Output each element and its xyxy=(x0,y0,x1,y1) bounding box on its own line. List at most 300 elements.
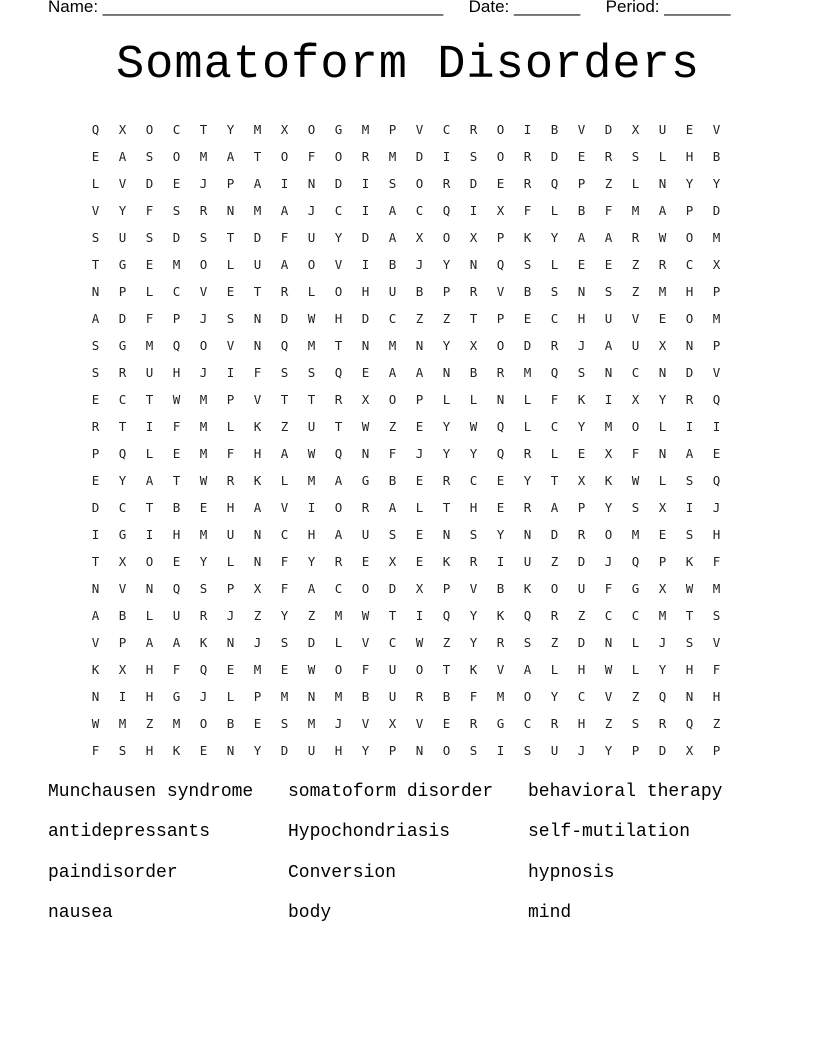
grid-letter: R xyxy=(226,473,235,488)
grid-letter: Z xyxy=(604,176,613,191)
grid-letter: P xyxy=(172,311,181,326)
grid-letter: Z xyxy=(550,554,559,569)
grid-letter: H xyxy=(172,365,181,380)
grid-letter: A xyxy=(280,257,289,272)
grid-letter: M xyxy=(712,230,721,245)
grid-letter: N xyxy=(361,446,370,461)
grid-letter: H xyxy=(334,743,343,758)
grid-letter: M xyxy=(199,392,208,407)
grid-letter: H xyxy=(172,527,181,542)
grid-letter: M xyxy=(307,716,316,731)
grid-letter: S xyxy=(118,743,127,758)
grid-letter: T xyxy=(442,500,451,515)
period-label: Period: _______ xyxy=(605,0,731,16)
grid-letter: F xyxy=(280,554,289,569)
grid-letter: R xyxy=(469,122,478,137)
grid-letter: S xyxy=(631,149,640,164)
grid-letter: P xyxy=(118,284,127,299)
grid-letter: M xyxy=(199,527,208,542)
grid-letter: E xyxy=(415,419,424,434)
grid-letter: W xyxy=(415,635,424,650)
grid-letter: V xyxy=(361,635,370,650)
grid-letter: T xyxy=(334,419,343,434)
grid-letter: J xyxy=(604,554,613,569)
grid-letter: B xyxy=(118,608,127,623)
grid-letter: R xyxy=(469,554,478,569)
grid-letter: Y xyxy=(469,635,478,650)
grid-letter: Z xyxy=(631,689,640,704)
grid-letter: I xyxy=(307,500,316,515)
grid-letter: N xyxy=(604,635,613,650)
grid-letter: X xyxy=(388,716,397,731)
grid-letter: N xyxy=(253,527,262,542)
word-list-item: self-mutilation xyxy=(528,822,691,843)
grid-letter: R xyxy=(523,500,532,515)
grid-letter: T xyxy=(307,392,316,407)
grid-letter: G xyxy=(172,689,181,704)
grid-letter: S xyxy=(388,176,397,191)
grid-letter: B xyxy=(172,500,181,515)
grid-letter: A xyxy=(604,338,613,353)
grid-letter: D xyxy=(361,311,370,326)
grid-letter: P xyxy=(712,338,721,353)
grid-letter: M xyxy=(712,581,721,596)
grid-letter: Q xyxy=(550,176,559,191)
grid-letter: J xyxy=(226,608,235,623)
grid-letter: X xyxy=(658,581,667,596)
grid-letter: U xyxy=(388,662,397,677)
grid-letter: T xyxy=(685,608,694,623)
grid-letter: H xyxy=(361,284,370,299)
grid-letter: Z xyxy=(442,311,451,326)
grid-letter: H xyxy=(469,500,478,515)
grid-letter: R xyxy=(496,365,505,380)
grid-letter: Y xyxy=(442,446,451,461)
grid-letter: V xyxy=(253,392,262,407)
grid-letter: P xyxy=(226,176,235,191)
grid-letter: F xyxy=(550,392,559,407)
grid-letter: D xyxy=(280,743,289,758)
grid-letter: C xyxy=(172,122,181,137)
grid-letter: Y xyxy=(685,176,694,191)
grid-letter: Q xyxy=(712,473,721,488)
grid-letter: B xyxy=(361,689,370,704)
grid-letter: P xyxy=(631,743,640,758)
grid-letter: Y xyxy=(280,608,289,623)
grid-letter: P xyxy=(442,284,451,299)
grid-letter: S xyxy=(172,203,181,218)
grid-letter: Q xyxy=(334,446,343,461)
grid-letter: S xyxy=(280,716,289,731)
grid-letter: F xyxy=(631,446,640,461)
grid-letter: T xyxy=(172,473,181,488)
grid-letter: Q xyxy=(442,608,451,623)
grid-letter: W xyxy=(361,419,370,434)
grid-letter: K xyxy=(577,392,586,407)
grid-letter: L xyxy=(145,446,154,461)
grid-letter: L xyxy=(550,203,559,218)
grid-letter: Q xyxy=(523,608,532,623)
grid-letter: A xyxy=(307,581,316,596)
grid-letter: N xyxy=(685,338,694,353)
grid-letter: E xyxy=(658,527,667,542)
grid-letter: N xyxy=(469,257,478,272)
grid-letter: B xyxy=(523,284,532,299)
grid-letter: A xyxy=(280,203,289,218)
grid-letter: N xyxy=(415,743,424,758)
word-list xyxy=(48,780,788,941)
grid-letter: V xyxy=(91,203,100,218)
grid-letter: O xyxy=(334,284,343,299)
grid-letter: X xyxy=(685,743,694,758)
grid-letter: L xyxy=(442,392,451,407)
grid-letter: T xyxy=(253,284,262,299)
grid-letter: H xyxy=(685,149,694,164)
grid-letter: E xyxy=(712,446,721,461)
grid-letter: Y xyxy=(550,689,559,704)
grid-letter: X xyxy=(658,338,667,353)
grid-letter: X xyxy=(415,230,424,245)
grid-letter: N xyxy=(91,581,100,596)
grid-letter: R xyxy=(334,392,343,407)
date-label: Date: _______ xyxy=(468,0,581,16)
grid-letter: J xyxy=(334,716,343,731)
grid-letter: E xyxy=(172,176,181,191)
grid-letter: F xyxy=(280,230,289,245)
grid-letter: B xyxy=(550,122,559,137)
word-list-item: antidepressants xyxy=(48,822,211,843)
grid-letter: P xyxy=(577,500,586,515)
grid-letter: Q xyxy=(172,338,181,353)
grid-letter: C xyxy=(577,689,586,704)
grid-letter: C xyxy=(631,365,640,380)
grid-letter: F xyxy=(604,581,613,596)
grid-letter: Y xyxy=(253,743,262,758)
grid-letter: C xyxy=(118,392,127,407)
grid-letter: R xyxy=(199,608,208,623)
grid-letter: O xyxy=(199,257,208,272)
grid-letter: O xyxy=(307,257,316,272)
grid-letter: V xyxy=(604,689,613,704)
grid-letter: D xyxy=(361,230,370,245)
grid-letter: U xyxy=(118,230,127,245)
grid-letter: S xyxy=(523,635,532,650)
grid-letter: F xyxy=(145,203,154,218)
grid-letter: L xyxy=(550,257,559,272)
word-list-item: somatoform disorder xyxy=(288,782,494,802)
grid-letter: I xyxy=(361,257,370,272)
grid-letter: U xyxy=(307,743,316,758)
grid-letter: H xyxy=(334,311,343,326)
grid-letter: R xyxy=(550,608,559,623)
grid-letter: M xyxy=(280,689,289,704)
grid-letter: T xyxy=(145,392,154,407)
grid-letter: S xyxy=(631,500,640,515)
grid-letter: C xyxy=(469,473,478,488)
grid-letter: S xyxy=(226,311,235,326)
grid-letter: Y xyxy=(469,446,478,461)
grid-letter: O xyxy=(307,122,316,137)
grid-letter: S xyxy=(577,365,586,380)
grid-letter: N xyxy=(523,527,532,542)
grid-row xyxy=(82,494,730,521)
grid-letter: D xyxy=(415,149,424,164)
grid-letter: I xyxy=(91,527,100,542)
grid-letter: X xyxy=(712,257,721,272)
grid-row xyxy=(82,413,730,440)
grid-letter: Z xyxy=(631,257,640,272)
grid-letter: P xyxy=(658,554,667,569)
grid-row xyxy=(82,359,730,386)
grid-letter: D xyxy=(685,365,694,380)
grid-letter: M xyxy=(253,203,262,218)
grid-letter: K xyxy=(685,554,694,569)
grid-letter: C xyxy=(550,419,559,434)
grid-letter: M xyxy=(658,608,667,623)
grid-letter: V xyxy=(118,581,127,596)
grid-letter: O xyxy=(334,149,343,164)
grid-letter: Y xyxy=(523,473,532,488)
grid-letter: O xyxy=(334,500,343,515)
grid-letter: R xyxy=(685,392,694,407)
grid-letter: Y xyxy=(658,392,667,407)
grid-letter: A xyxy=(334,527,343,542)
grid-letter: R xyxy=(334,554,343,569)
grid-letter: W xyxy=(469,419,478,434)
grid-letter: D xyxy=(604,122,613,137)
grid-letter: R xyxy=(523,149,532,164)
grid-row xyxy=(82,656,730,683)
grid-letter: M xyxy=(523,365,532,380)
grid-letter: H xyxy=(307,527,316,542)
grid-letter: E xyxy=(604,257,613,272)
grid-letter: I xyxy=(712,419,721,434)
grid-letter: W xyxy=(685,581,694,596)
grid-letter: N xyxy=(253,554,262,569)
grid-letter: Z xyxy=(253,608,262,623)
grid-letter: P xyxy=(91,446,100,461)
grid-letter: T xyxy=(388,608,397,623)
grid-letter: L xyxy=(226,554,235,569)
grid-letter: W xyxy=(199,473,208,488)
grid-letter: V xyxy=(496,662,505,677)
grid-letter: T xyxy=(226,230,235,245)
grid-letter: E xyxy=(496,176,505,191)
grid-letter: I xyxy=(145,419,154,434)
grid-letter: A xyxy=(172,635,181,650)
grid-letter: R xyxy=(361,149,370,164)
grid-letter: A xyxy=(145,635,154,650)
grid-letter: C xyxy=(334,581,343,596)
grid-letter: O xyxy=(442,230,451,245)
grid-letter: Y xyxy=(577,419,586,434)
grid-letter: S xyxy=(280,635,289,650)
grid-letter: R xyxy=(442,176,451,191)
grid-letter: N xyxy=(415,338,424,353)
grid-letter: W xyxy=(631,473,640,488)
grid-letter: W xyxy=(307,446,316,461)
grid-letter: D xyxy=(388,581,397,596)
grid-letter: D xyxy=(577,554,586,569)
grid-letter: O xyxy=(145,122,154,137)
grid-letter: H xyxy=(577,662,586,677)
word-list-item: nausea xyxy=(48,902,113,923)
grid-letter: D xyxy=(577,635,586,650)
grid-letter: M xyxy=(307,338,316,353)
grid-letter: J xyxy=(307,203,316,218)
grid-letter: I xyxy=(361,176,370,191)
grid-letter: A xyxy=(523,662,532,677)
grid-letter: P xyxy=(496,311,505,326)
grid-letter: R xyxy=(577,527,586,542)
grid-letter: S xyxy=(685,635,694,650)
grid-letter: W xyxy=(604,662,613,677)
grid-letter: E xyxy=(253,716,262,731)
grid-letter: T xyxy=(442,662,451,677)
grid-letter: V xyxy=(226,338,235,353)
grid-letter: D xyxy=(523,338,532,353)
grid-letter: Y xyxy=(226,122,235,137)
grid-letter: C xyxy=(442,122,451,137)
grid-letter: Z xyxy=(577,608,586,623)
grid-letter: I xyxy=(469,203,478,218)
grid-letter: Y xyxy=(118,203,127,218)
grid-letter: V xyxy=(415,716,424,731)
grid-letter: R xyxy=(442,473,451,488)
grid-row xyxy=(82,683,730,710)
grid-letter: T xyxy=(550,473,559,488)
grid-letter: Z xyxy=(712,716,721,731)
grid-letter: M xyxy=(118,716,127,731)
word-list-item: Munchausen syndrome xyxy=(48,782,254,802)
grid-letter: M xyxy=(388,149,397,164)
grid-letter: G xyxy=(496,716,505,731)
grid-letter: R xyxy=(280,284,289,299)
grid-letter: E xyxy=(415,473,424,488)
grid-letter: C xyxy=(334,203,343,218)
grid-letter: C xyxy=(118,500,127,515)
grid-letter: U xyxy=(361,527,370,542)
grid-letter: H xyxy=(226,500,235,515)
grid-letter: A xyxy=(604,230,613,245)
grid-letter: D xyxy=(307,635,316,650)
grid-letter: K xyxy=(253,473,262,488)
grid-letter: A xyxy=(145,473,154,488)
grid-letter: R xyxy=(496,635,505,650)
grid-letter: Q xyxy=(550,365,559,380)
grid-letter: N xyxy=(91,689,100,704)
grid-row xyxy=(82,710,730,737)
grid-letter: F xyxy=(523,203,532,218)
grid-letter: H xyxy=(145,662,154,677)
grid-letter: F xyxy=(145,311,154,326)
word-list-item: behavioral therapy xyxy=(528,782,723,802)
grid-letter: L xyxy=(658,149,667,164)
grid-letter: Y xyxy=(496,527,505,542)
grid-letter: X xyxy=(361,392,370,407)
grid-letter: P xyxy=(712,284,721,299)
grid-letter: O xyxy=(496,122,505,137)
grid-letter: T xyxy=(145,500,154,515)
grid-letter: C xyxy=(523,716,532,731)
grid-letter: X xyxy=(118,554,127,569)
grid-letter: E xyxy=(496,500,505,515)
grid-letter: D xyxy=(172,230,181,245)
grid-letter: L xyxy=(631,662,640,677)
grid-letter: A xyxy=(91,311,100,326)
grid-letter: N xyxy=(361,338,370,353)
grid-letter: X xyxy=(253,581,262,596)
grid-letter: V xyxy=(199,284,208,299)
grid-letter: F xyxy=(280,581,289,596)
grid-letter: V xyxy=(469,581,478,596)
grid-letter: V xyxy=(577,122,586,137)
grid-letter: P xyxy=(415,392,424,407)
grid-letter: N xyxy=(307,176,316,191)
grid-letter: D xyxy=(280,311,289,326)
grid-letter: S xyxy=(91,230,100,245)
grid-letter: Y xyxy=(442,257,451,272)
grid-row xyxy=(82,170,730,197)
grid-letter: G xyxy=(118,257,127,272)
grid-letter: U xyxy=(658,122,667,137)
grid-letter: M xyxy=(334,689,343,704)
grid-letter: E xyxy=(172,446,181,461)
grid-letter: K xyxy=(523,230,532,245)
grid-letter: O xyxy=(631,419,640,434)
grid-letter: I xyxy=(361,203,370,218)
grid-letter: N xyxy=(226,203,235,218)
grid-letter: E xyxy=(415,527,424,542)
grid-letter: S xyxy=(280,365,289,380)
grid-letter: L xyxy=(658,473,667,488)
grid-letter: P xyxy=(577,176,586,191)
grid-letter: F xyxy=(226,446,235,461)
grid-letter: Y xyxy=(712,176,721,191)
word-list-item: Hypochondriasis xyxy=(288,822,451,843)
grid-letter: G xyxy=(118,527,127,542)
grid-letter: O xyxy=(442,743,451,758)
grid-letter: O xyxy=(685,311,694,326)
grid-letter: J xyxy=(253,635,262,650)
grid-letter: K xyxy=(604,473,613,488)
grid-letter: Z xyxy=(388,419,397,434)
grid-letter: G xyxy=(118,338,127,353)
grid-letter: R xyxy=(118,365,127,380)
grid-letter: J xyxy=(199,365,208,380)
grid-letter: B xyxy=(388,473,397,488)
grid-letter: O xyxy=(334,662,343,677)
grid-letter: H xyxy=(145,743,154,758)
grid-letter: U xyxy=(307,419,316,434)
grid-letter: Q xyxy=(280,338,289,353)
grid-letter: S xyxy=(199,230,208,245)
grid-letter: T xyxy=(280,392,289,407)
grid-letter: L xyxy=(415,500,424,515)
grid-letter: N xyxy=(253,311,262,326)
grid-letter: Y xyxy=(442,419,451,434)
grid-letter: N xyxy=(226,743,235,758)
grid-letter: W xyxy=(307,662,316,677)
grid-letter: L xyxy=(280,473,289,488)
grid-letter: X xyxy=(388,554,397,569)
grid-letter: U xyxy=(577,581,586,596)
grid-letter: A xyxy=(577,230,586,245)
grid-letter: C xyxy=(550,311,559,326)
grid-letter: M xyxy=(253,662,262,677)
grid-row xyxy=(82,197,730,224)
grid-row xyxy=(82,440,730,467)
